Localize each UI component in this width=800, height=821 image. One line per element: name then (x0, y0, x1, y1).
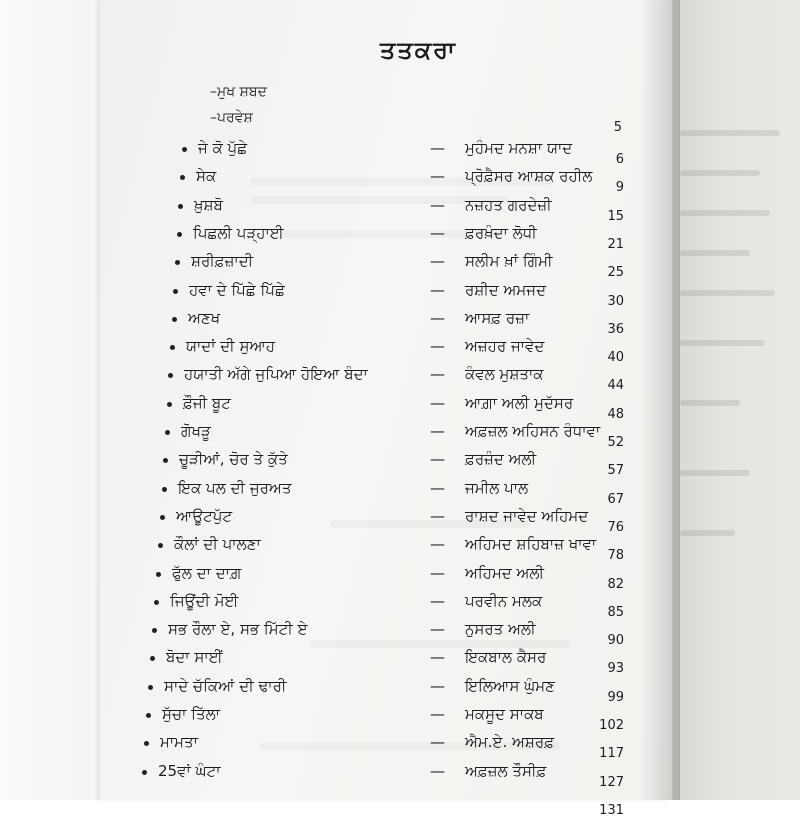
adjacent-page-text (680, 470, 750, 476)
author-name: ਅਹਿਮਦ ਅਲੀ (465, 563, 545, 582)
author-name: ਅਹਿਮਦ ਸ਼ਹਿਬਾਜ਼ ਖਾਵਾ (465, 535, 597, 554)
page-number: 93 (607, 661, 624, 677)
bullet (165, 430, 170, 435)
page-number: 15 (607, 208, 624, 224)
page-number: 6 (615, 152, 624, 167)
story-title: ਗੋਖੜੂ (181, 422, 211, 440)
adjacent-page-text (680, 210, 770, 216)
adjacent-page-text (680, 170, 760, 176)
author-name: ਕੰਵਲ ਮੁਸ਼ਤਾਕ (465, 365, 544, 384)
page-number: 131 (599, 802, 624, 818)
author-name: ਅਜ਼ਹਰ ਜਾਵੇਦ (465, 337, 545, 356)
page-number: 57 (607, 463, 624, 479)
story-title: ਹਵਾ ਦੇ ਪਿੱਛੇ ਪਿੱਛੇ (189, 280, 285, 299)
separator-dash: — (430, 252, 445, 271)
page-number: 21 (607, 236, 624, 252)
author-name: ਪਰਵੀਨ ਮਲਕ (465, 591, 543, 610)
adjacent-page-text (680, 290, 775, 296)
bullet (162, 487, 167, 492)
story-title: ਜੇ ਕੋ ਪੁੱਛੇ (198, 139, 248, 157)
separator-dash: — (430, 337, 445, 356)
bullet (177, 232, 182, 237)
page-number: 9 (615, 180, 624, 196)
bullet (167, 402, 172, 407)
story-title: ਪਿਛਲੀ ਪੜ੍ਹਾਈ (193, 223, 284, 242)
page-number: 44 (607, 378, 624, 394)
page-number: 36 (607, 321, 624, 337)
author-name: ਅਫ਼ਜ਼ਲ ਤੌਸੀਫ਼ (465, 761, 547, 780)
story-title: ਯਾਦਾਂ ਦੀ ਸੁਆਹ (186, 337, 275, 356)
page-number: 30 (607, 293, 624, 309)
story-title: ਖ਼ੁਸ਼ਬੋ (194, 195, 223, 214)
page-number: 99 (607, 689, 624, 705)
separator-dash: — (430, 167, 445, 186)
spine-shadow (640, 0, 680, 800)
separator-dash: — (430, 591, 445, 610)
story-title: ਹਯਾਤੀ ਅੱਗੇ ਜੁਪਿਆ ਹੋਇਆ ਬੰਦਾ (184, 365, 368, 384)
page-number: 85 (607, 604, 624, 620)
page-number: 67 (607, 491, 624, 507)
adjacent-page-text (680, 130, 780, 136)
story-title: ਸੇਕ (196, 167, 217, 186)
story-title: ਜਿਊਂਦੀ ਮੋਈ (170, 591, 239, 610)
author-name: ਸਲੀਮ ਖ਼ਾਂ ਗਿੰਮੀ (465, 252, 553, 271)
author-name: ਨੁਸਰਤ ਅਲੀ (465, 620, 536, 639)
author-name: ਨਜ਼ਹਤ ਗਰਦੇਜ਼ੀ (465, 195, 552, 214)
bullet (172, 317, 177, 322)
adjacent-page-text (680, 400, 740, 406)
left-margin (0, 0, 100, 800)
story-title: ਬੋਦਾ ਸਾਈਂ (166, 648, 223, 667)
front-matter-page: 5 (613, 120, 622, 135)
author-name: ਇਕਬਾਲ ਕੈਸਰ (465, 648, 547, 667)
bullet (142, 770, 147, 775)
story-title: ਕੌਲਾਂ ਦੀ ਪਾਲਣਾ (174, 535, 261, 554)
author-name: ਫ਼ਰਖ਼ੰਦਾ ਲੋਧੀ (465, 223, 537, 242)
story-title: ਆਊਟਪੁੱਟ (176, 506, 233, 525)
author-name: ਜਮੀਲ ਪਾਲ (465, 478, 529, 497)
story-title: ਫ਼ੌਜੀ ਬੂਟ (183, 393, 231, 412)
author-name: ਐਮ.ਏ. ਅਸ਼ਰਫ਼ (465, 733, 555, 752)
adjacent-page-text (680, 250, 750, 256)
separator-dash: — (430, 223, 445, 242)
separator-dash: — (430, 308, 445, 327)
separator-dash: — (430, 705, 445, 723)
separator-dash: — (430, 280, 445, 299)
separator-dash: — (430, 139, 445, 157)
bullet (154, 600, 159, 605)
separator-dash: — (430, 422, 445, 440)
story-title: 25ਵਾਂ ਘੰਟਾ (158, 761, 221, 780)
front-matter-item: –ਮੁਖ ਸ਼ਬਦ (210, 84, 267, 100)
author-name: ਆਗ਼ਾ ਅਲੀ ਮੁਦੱਸਰ (465, 393, 574, 412)
separator-dash: — (430, 620, 445, 639)
separator-dash: — (430, 535, 445, 554)
page-number: 52 (607, 435, 624, 450)
page-title: ਤਤਕਰਾ (380, 36, 457, 64)
separator-dash: — (430, 761, 445, 780)
bullet (156, 572, 161, 577)
separator-dash: — (430, 648, 445, 667)
story-title: ਫੁੱਲ ਦਾ ਦਾਗ਼ (172, 563, 242, 582)
page-number: 76 (607, 519, 624, 535)
page-number: 117 (599, 746, 624, 762)
author-name: ਇਲਿਆਸ ਘੁੰਮਣ (465, 676, 555, 695)
story-title: ਸੁੱਚਾ ਤਿੱਲਾ (162, 705, 221, 723)
bullet (146, 713, 151, 718)
separator-dash: — (430, 450, 445, 469)
bullet (178, 204, 183, 209)
page-number: 90 (607, 633, 624, 649)
separator-dash: — (430, 365, 445, 384)
front-matter-item: –ਪਰਵੇਸ਼ (210, 110, 253, 126)
author-name: ਰਾਸ਼ਦ ਜਾਵੇਦ ਅਹਿਮਦ (465, 506, 589, 525)
bullet (182, 147, 187, 152)
author-name: ਆਸਫ਼ ਰਜ਼ਾ (465, 308, 530, 327)
page-number: 25 (607, 265, 624, 281)
separator-dash: — (430, 506, 445, 525)
author-name: ਮਕਸੂਦ ਸਾਕਬ (465, 705, 544, 723)
page-number: 40 (607, 350, 624, 366)
story-title: ਮਾਮਤਾ (160, 733, 198, 752)
page-number: 127 (599, 774, 624, 790)
author-name: ਫ਼ਰਜ਼ੰਦ ਅਲੀ (465, 450, 537, 469)
separator-dash: — (430, 733, 445, 752)
story-title: ਚੂੜੀਆਂ, ਚੋਰ ਤੇ ਕੁੱਤੇ (179, 450, 288, 469)
adjacent-page-text (680, 530, 735, 536)
story-title: ਸ਼ਰੀਫ਼ਜ਼ਾਦੀ (191, 252, 254, 271)
separator-dash: — (430, 478, 445, 497)
separator-dash: — (430, 393, 445, 412)
page-number: 78 (607, 548, 624, 564)
adjacent-page-text (680, 340, 765, 346)
author-name: ਰਸ਼ੀਦ ਅਮਜਦ (465, 280, 546, 299)
bullet (148, 685, 153, 690)
author-name: ਅਫ਼ਜ਼ਲ ਅਹਿਸਨ ਰੰਧਾਵਾ (465, 422, 601, 440)
bullet (173, 289, 178, 294)
story-title: ਅਣਖ (188, 308, 221, 327)
author-name: ਮੁਹੰਮਦ ਮਨਸ਼ਾ ਯਾਦ (465, 139, 573, 157)
author-name: ਪ੍ਰੋਫ਼ੈਸਰ ਆਸ਼ਕ ਰਹੀਲ (465, 167, 593, 186)
bullet (160, 515, 165, 520)
separator-dash: — (430, 676, 445, 695)
story-title: ਸਭ ਰੌਲਾ ਏ, ਸਭ ਮਿੱਟੀ ਏ (168, 620, 308, 639)
story-title: ਸਾਦੇ ਚੱਕਿਆਂ ਦੀ ਢਾਰੀ (164, 676, 287, 695)
page-number: 82 (607, 576, 624, 592)
separator-dash: — (430, 563, 445, 582)
story-title: ਇਕ ਪਲ ਦੀ ਜੁਰਅਤ (178, 478, 292, 497)
separator-dash: — (430, 195, 445, 214)
page-number: 102 (599, 718, 624, 733)
page-number: 48 (607, 406, 624, 422)
